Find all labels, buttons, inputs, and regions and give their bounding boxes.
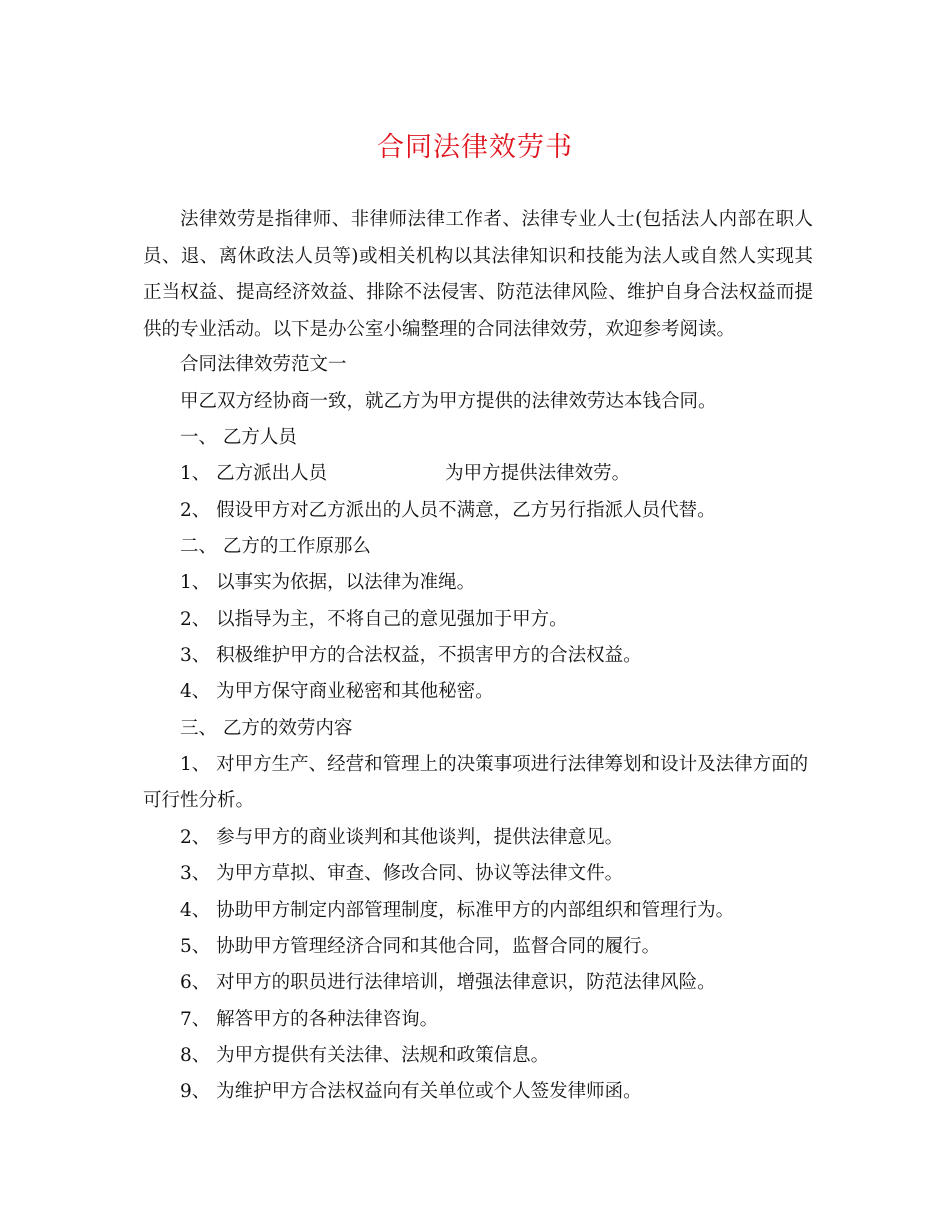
section2-item: 2、 以指导为主，不将自己的意见强加于甲方。 bbox=[180, 609, 568, 630]
section3-item: 3、 为甲方草拟、审查、修改合同、协议等法律文件。 bbox=[180, 863, 624, 884]
section1-item2: 2、 假设甲方对乙方派出的人员不满意，乙方另行指派人员代替。 bbox=[180, 500, 716, 521]
agreement-text: 甲乙双方经协商一致，就乙方为甲方提供的法律效劳达本钱合同。 bbox=[180, 391, 717, 412]
section3-item: 7、 解答甲方的各种法律咨询。 bbox=[180, 1009, 439, 1030]
section1-item1 bbox=[180, 459, 630, 489]
section3-item: 2、 参与甲方的商业谈判和其他谈判，提供法律意见。 bbox=[180, 827, 624, 848]
section3-item: 8、 为甲方提供有关法律、法规和政策信息。 bbox=[180, 1045, 550, 1066]
section3-heading: 三、 乙方的效劳内容 bbox=[180, 718, 353, 739]
section3-item: 9、 为维护甲方合法权益向有关单位或个人签发律师函。 bbox=[180, 1081, 642, 1102]
section2-item: 4、 为甲方保守商业秘密和其他秘密。 bbox=[180, 681, 494, 702]
document-title: 合同法律效劳书 bbox=[377, 132, 573, 163]
section2-heading: 二、 乙方的工作原那么 bbox=[180, 536, 371, 557]
section2-item: 3、 积极维护甲方的合法权益，不损害甲方的合法权益。 bbox=[180, 645, 642, 666]
section3-item: 6、 对甲方的职员进行法律培训，增强法律意识，防范法律风险。 bbox=[180, 972, 716, 993]
section1-heading: 一、 乙方人员 bbox=[180, 427, 297, 448]
section3-item1: 1、 对甲方生产、经营和管理上的决策事项进行法律筹划和设计及法律方面的可行性分析。 bbox=[143, 754, 809, 811]
section3-item: 5、 协助甲方管理经济合同和其他合同，监督合同的履行。 bbox=[180, 936, 661, 957]
section3-item: 4、 协助甲方制定内部管理制度，标准甲方的内部组织和管理行为。 bbox=[180, 900, 735, 921]
section1-item1-prefix: 1、 乙方派出人员 bbox=[180, 463, 328, 484]
sample-heading: 合同法律效劳范文一 bbox=[180, 354, 347, 375]
section1-item1-suffix: 为甲方提供法律效劳。 bbox=[445, 463, 631, 484]
intro-paragraph: 法律效劳是指律师、非律师法律工作者、法律专业人士(包括法人内部在职人员、退、离休政法人员等)或相关机构以其法律知识和技能为法人或自然人实现其正当权益、提高经济效益、排除不法侵害、防范法律风险、维护自身合法权益而提供的专业活动。以下是办公室小编整理的合同法律效劳，欢迎参考阅读。 bbox=[143, 209, 813, 340]
section2-item: 1、 以事实为依据，以法律为准绳。 bbox=[180, 572, 476, 593]
